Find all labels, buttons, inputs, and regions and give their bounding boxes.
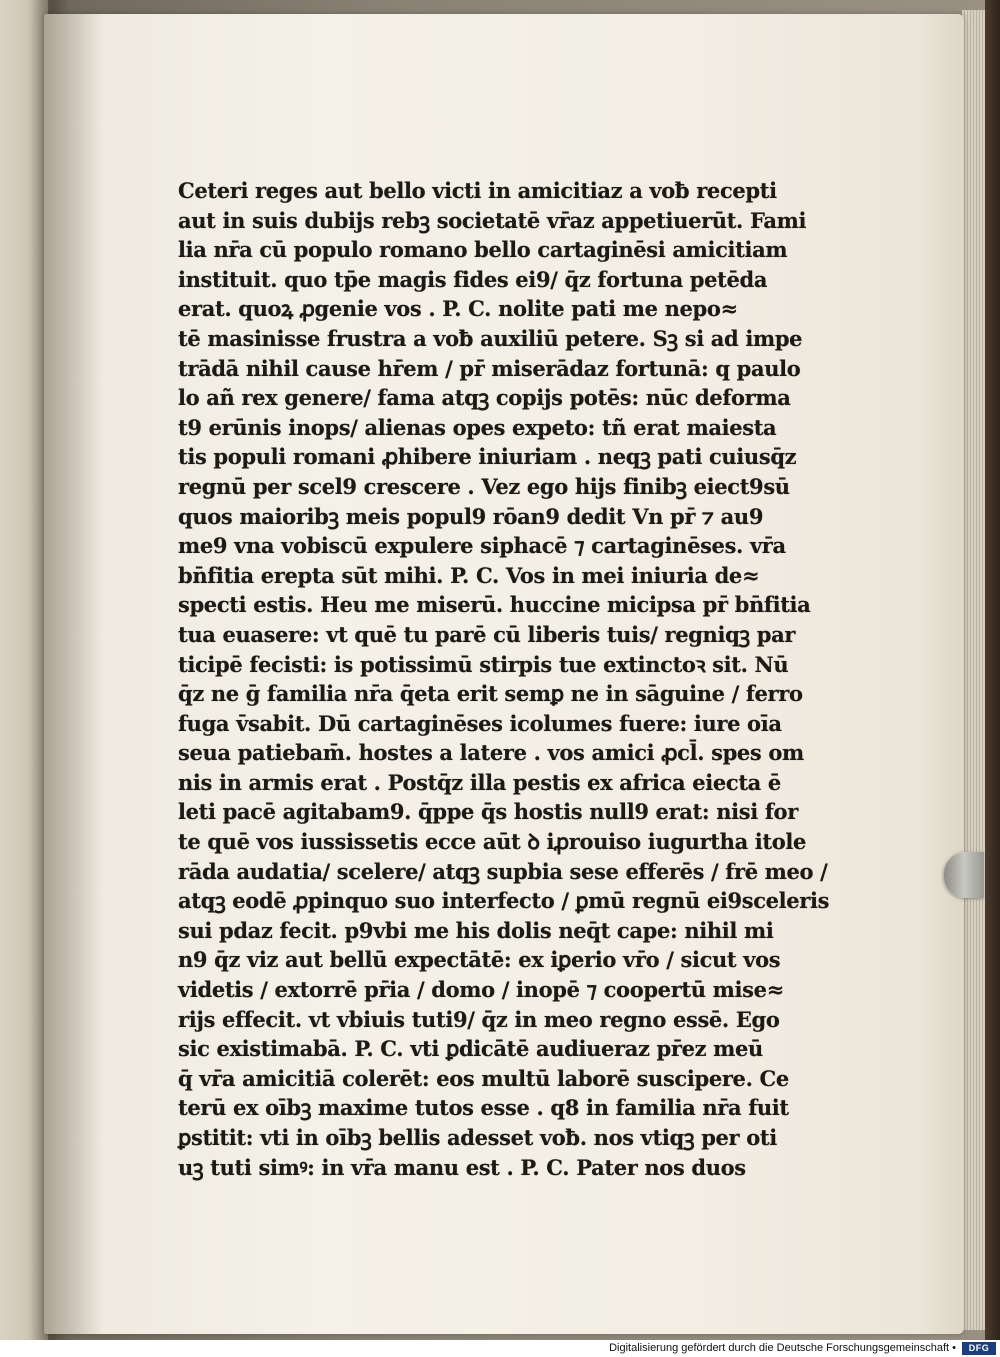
text-line: tua euasere: vt quē tu parē cū liberis tuis/ regniqꝫ par	[178, 621, 796, 647]
text-line: seua patiebam̄. hostes a latere . vos amici ꝓcl̄. spes om	[178, 740, 804, 766]
text-line: nis in armis erat . Postq̄z illa pestis ex africa eiecta ē	[178, 769, 781, 795]
text-line: me9 vna vobiscū expulere siphacē ⁊ cartaginēses. vr̄a	[178, 533, 786, 559]
footer-credit	[609, 1341, 956, 1356]
text-line: ticipē fecisti: is potissimū stirpis tue extinctoꝛ sit. Nū	[178, 651, 789, 677]
text-line: leti pacē agitabam9. q̄ppe q̄s hostis null9 erat: nisi for	[178, 799, 798, 825]
page-marker-tab	[944, 852, 984, 898]
text-line: fuga v̄sabit. Dū cartaginēses icolumes fuere: iure oīa	[178, 710, 782, 736]
text-line: tē masinisse frustra a voƀ auxiliū petere. Sꝫ si ad impe	[178, 325, 803, 351]
text-line: q̄ vr̄a amicitiā colerēt: eos multū laborē suscipere. Ce	[178, 1065, 789, 1091]
text-line: sui pdaz fecit. p9vbi me his dolis neq̄t cape: nihil mi	[178, 917, 774, 943]
incunable-text-block	[178, 176, 830, 1182]
text-line: lo añ rex genere/ fama atqꝫ copijs potēs: nūc deforma	[178, 385, 791, 411]
text-line: sic existimabā. P. C. vti ꝑdicātē audiueraz pr̄ez meū	[178, 1036, 763, 1062]
book-cover-edge	[985, 0, 1000, 1340]
text-line: rijs effecit. vt vbiuis tuti9/ q̄z in meo regno essē. Ego	[178, 1006, 780, 1032]
text-line: aut in suis dubijs rebꝫ societatē vr̄az appetiuerūt. Fami	[178, 207, 807, 233]
text-line: Ceteri reges aut bello victi in amicitiaz a voƀ recepti	[178, 178, 777, 203]
text-line: lia nr̄a cū populo romano bello cartaginēsi amicitiam	[178, 237, 788, 263]
text-line: instituit. quo tp̄e magis fides ei9/ q̄z fortuna petēda	[178, 266, 768, 292]
dfg-logo: DFG	[962, 1342, 996, 1355]
credit-text: Digitalisierung gefördert durch die Deutsche Forschungsgemeinschaft	[609, 1342, 950, 1354]
text-line: atqꝫ eodē ꝓpinquo suo interfecto / ꝑmū regnū ei9sceleris	[178, 888, 830, 914]
text-line: trādā nihil cause hr̄em / pr̄ miserādaz fortunā: q paulo	[178, 355, 801, 381]
text-line: rāda audatia/ scelere/ atqꝫ supbia sese efferēs / frē meo /	[178, 858, 828, 884]
text-line: specti estis. Heu me miserū. huccine micipsa pr̄ bn̄fitia	[178, 592, 811, 618]
gutter-shade	[44, 14, 104, 1334]
text-line: q̄z ne ḡ familia nr̄a q̄eta erit semꝑ ne in sāguine / ferro	[178, 681, 803, 707]
text-line: regnū per scel9 crescere . Vez ego hijs finibꝫ eiect9sū	[178, 473, 790, 499]
text-line: ꝑstitit: vti in oībꝫ bellis adesset voƀ. nos vtiqꝫ per oti	[178, 1125, 777, 1150]
text-line: quos maioribꝫ meis popul9 rōan9 dedit Vn pr̄ ⁊ au9	[178, 503, 764, 529]
text-line: uꝫ tuti simꝰ: in vr̄a manu est . P. C. Pater nos duos	[178, 1154, 746, 1180]
text-line: tis populi romani ꝓhibere iniuriam . neqꝫ pati cuiusq̄z	[178, 444, 797, 470]
text-line: erat. quoꝝ ꝓgenie vos . P. C. nolite pati me nepo≈	[178, 296, 738, 322]
text-line: t9 erūnis inops/ alienas opes expeto: tñ erat maiesta	[178, 414, 777, 440]
text-line: te quē vos iussissetis ecce aūt ꝺ iꝓrouiso iugurtha itole	[178, 829, 807, 855]
text-line: bn̄fitia erepta sūt mihi. P. C. Vos in mei iniuria de≈	[178, 562, 760, 588]
text-line: n9 q̄z viz aut bellū expectātē: ex iꝑerio vr̄o / sicut vos	[178, 947, 781, 973]
text-line: terū ex oībꝫ maxime tutos esse . q8 in familia nr̄a fuit	[178, 1095, 789, 1121]
credit-separator: •	[952, 1342, 956, 1354]
text-line: videtis / extorrē pr̄ia / domo / inopē ⁊ coopertū mise≈	[178, 977, 784, 1003]
